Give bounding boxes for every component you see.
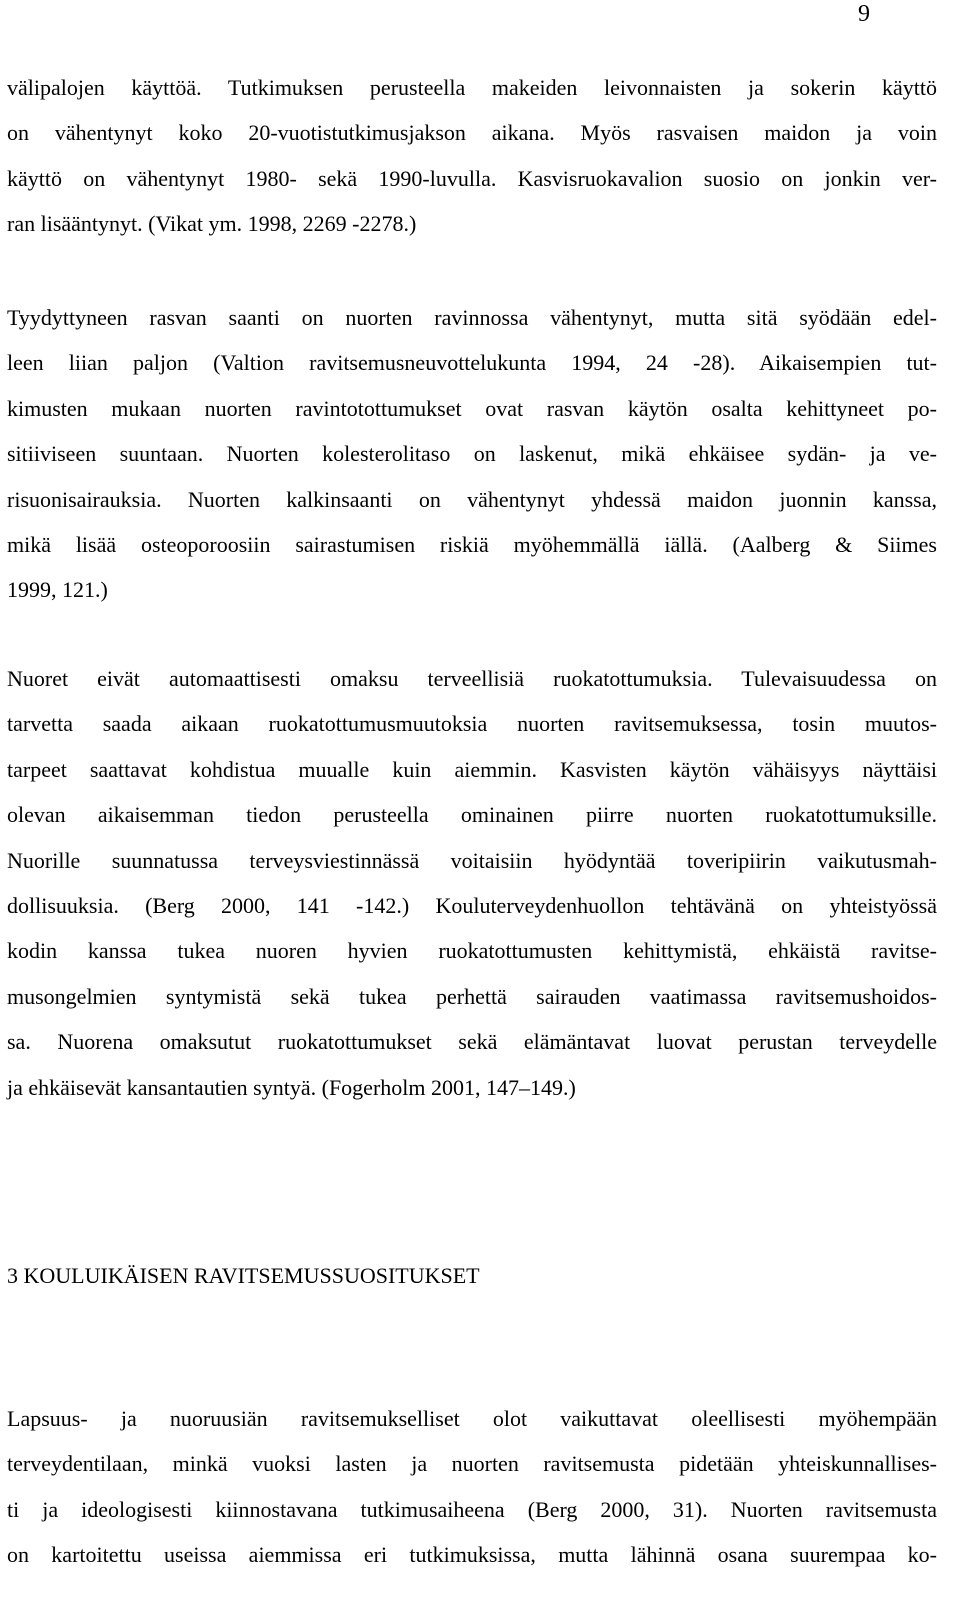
paragraph-3 <box>7 656 937 1110</box>
paragraph-line: Tyydyttyneen rasvan saanti on nuorten ravinnossa vähentynyt, mutta sitä syödään edel- <box>7 305 937 330</box>
paragraph-line: välipalojen käyttöä. Tutkimuksen perusteella makeiden leivonnaisten ja sokerin käyttö <box>7 75 937 100</box>
paragraph-line: musongelmien syntymistä sekä tukea perhettä sairauden vaatimassa ravitsemushoidos- <box>7 983 937 1009</box>
paragraph-line: ja ehkäisevät kansantautien syntyä. (Fogerholm 2001, 147–149.) <box>7 1074 576 1100</box>
paragraph-line: 1999, 121.) <box>7 577 108 603</box>
paragraph-2 <box>7 295 937 613</box>
section-paragraph <box>7 1396 937 1578</box>
paragraph-line: dollisuuksia. (Berg 2000, 141 -142.) Kouluterveydenhuollon tehtävänä on yhteistyössä <box>7 892 937 918</box>
paragraph-line: risuonisairauksia. Nuorten kalkinsaanti on vähentynyt yhdessä maidon juonnin kanssa, <box>7 486 937 512</box>
page-number: 9 <box>858 1 870 27</box>
paragraph-line: Nuorille suunnatussa terveysviestinnässä voitaisiin hyödyntää toveripiirin vaikutusmah- <box>7 847 937 873</box>
paragraph-line: ran lisääntynyt. (Vikat ym. 1998, 2269 -2278.) <box>7 211 417 237</box>
paragraph-line: on vähentynyt koko 20-vuotistutkimusjakson aikana. Myös rasvaisen maidon ja voin <box>7 120 937 146</box>
section-heading: 3 KOULUIKÄISEN RAVITSEMUSSUOSITUKSET <box>7 1263 480 1288</box>
paragraph-line: mikä lisää osteoporoosiin sairastumisen riskiä myöhemmällä iällä. (Aalberg & Siimes <box>7 531 937 557</box>
paragraph-line: ti ja ideologisesti kiinnostavana tutkimusaiheena (Berg 2000, 31). Nuorten ravitsemusta <box>7 1496 937 1522</box>
paragraph-line: terveydentilaan, minkä vuoksi lasten ja nuorten ravitsemusta pidetään yhteiskunnallises- <box>7 1451 937 1477</box>
paragraph-line: leen liian paljon (Valtion ravitsemusneuvottelukunta 1994, 24 -28). Aikaisempien tut- <box>7 350 937 376</box>
paragraph-line: sa. Nuorena omaksutut ruokatottumukset sekä elämäntavat luovat perustan terveydelle <box>7 1029 937 1055</box>
paragraph-line: on kartoitettu useissa aiemmissa eri tutkimuksissa, mutta lähinnä osana suurempaa ko- <box>7 1542 937 1568</box>
paragraph-1 <box>7 65 937 247</box>
paragraph-line: sitiiviseen suuntaan. Nuorten kolesterolitaso on laskenut, mikä ehkäisee sydän- ja ve- <box>7 441 937 467</box>
paragraph-line: kimusten mukaan nuorten ravintotottumukset ovat rasvan käytön osalta kehittyneet po- <box>7 395 937 421</box>
paragraph-line: Lapsuus- ja nuoruusiän ravitsemukselliset olot vaikuttavat oleellisesti myöhempään <box>7 1406 937 1431</box>
paragraph-line: Nuoret eivät automaattisesti omaksu terveellisiä ruokatottumuksia. Tulevaisuudessa on <box>7 666 937 691</box>
paragraph-line: tarpeet saattavat kohdistua muualle kuin aiemmin. Kasvisten käytön vähäisyys näyttäisi <box>7 756 937 782</box>
paragraph-line: käyttö on vähentynyt 1980- sekä 1990-luvulla. Kasvisruokavalion suosio on jonkin ver- <box>7 165 937 191</box>
paragraph-line: kodin kanssa tukea nuoren hyvien ruokatottumusten kehittymistä, ehkäistä ravitse- <box>7 938 937 964</box>
paragraph-line: tarvetta saada aikaan ruokatottumusmuutoksia nuorten ravitsemuksessa, tosin muutos- <box>7 711 937 737</box>
paragraph-line: olevan aikaisemman tiedon perusteella ominainen piirre nuorten ruokatottumuksille. <box>7 802 937 828</box>
